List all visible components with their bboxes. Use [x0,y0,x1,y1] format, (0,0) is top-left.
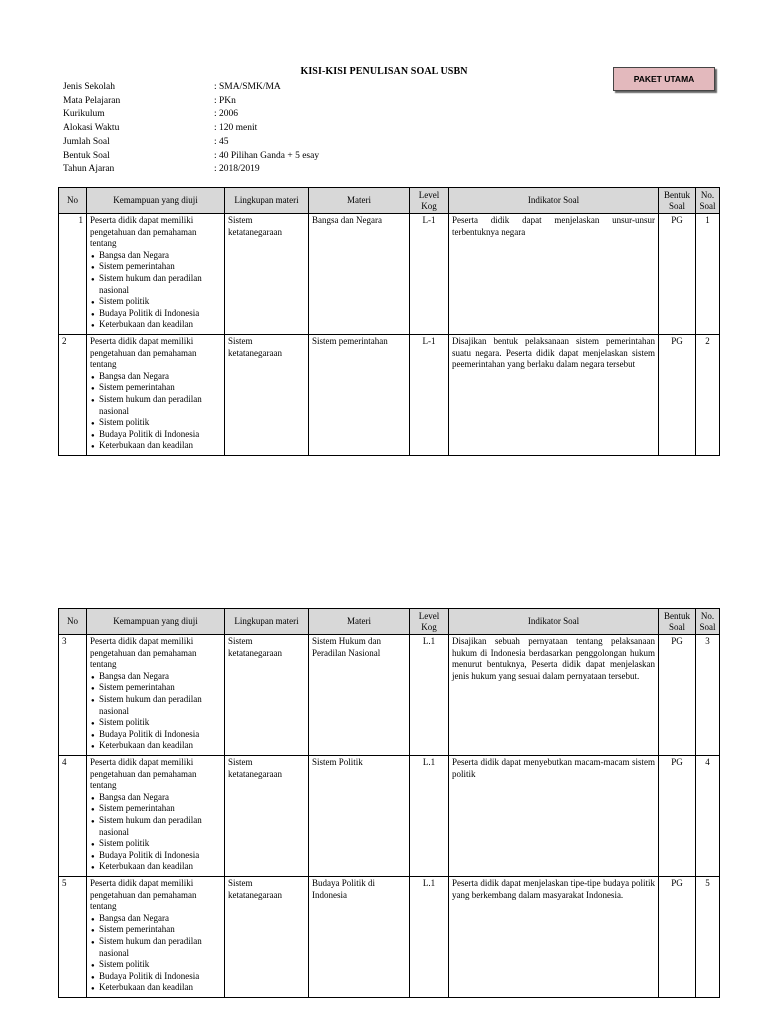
header-lingkup-text: Lingkupan materi [234,195,299,205]
header-materi-text: Materi [347,195,371,205]
kemampuan-item [91,849,221,862]
cell-lingkup: Sistem ketatanegaraan [225,335,309,456]
kemampuan-list [90,913,221,994]
kemampuan-item [91,428,221,441]
bullet-icon: ● [91,421,95,428]
header-materi [309,188,410,214]
cell-bentuk: PG [659,635,696,756]
kemampuan-intro: Peserta didik dapat memiliki pengetahuan dan pemahaman tentang [90,336,197,370]
cell-no-soal: 4 [696,756,720,877]
kemampuan-item [91,382,221,394]
header-materi [309,609,410,635]
kemampuan-item-text: Keterbukaan dan keadilan [99,982,193,993]
header-indikator-text: Indikator Soal [527,616,580,626]
cell-kemampuan [87,756,225,877]
kemampuan-item [91,728,221,741]
cell-bentuk: PG [659,214,696,335]
cell-no-soal: 1 [696,214,720,335]
cell-lingkup: Sistem ketatanegaraan [225,877,309,998]
bullet-icon: ● [91,686,95,693]
kemampuan-list [90,792,221,873]
kemampuan-item [91,693,221,717]
bullet-icon: ● [91,311,95,318]
header-bentuk-text: Soal [668,621,685,632]
kemampuan-item-text: Sistem hukum dan peradilan nasional [99,693,202,716]
cell-no: 5 [59,877,87,998]
kemampuan-item-text: Sistem pemerintahan [99,682,175,693]
cell-level: L.1 [410,877,449,998]
cell-indikator: Disajikan sebuah pernyataan tentang pelaksanaan hukum di Indonesia berdasarkan penggolongan hukum menurut bentuknya, Peserta didik dapat menjelaskan jenis hukum yang sesuai dalam pernyataan tersebut. [449,635,659,756]
header-lingkup [225,609,309,635]
header-lingkup-text: Lingkupan materi [234,616,299,626]
kemampuan-item-text: Budaya Politik di Indonesia [99,307,200,318]
kemampuan-item [91,417,221,429]
kisi-kisi-table-1 [58,187,720,456]
bullet-icon: ● [91,397,95,404]
meta-key: Jenis Sekolah [63,82,115,92]
kemampuan-list [90,250,221,331]
cell-materi: Sistem Hukum dan Peradilan Nasional [309,635,410,756]
kemampuan-item-text: Sistem politik [99,959,150,970]
header-materi-text: Materi [347,616,371,626]
bullet-icon: ● [91,444,95,451]
kemampuan-intro: Peserta didik dapat memiliki pengetahuan dan pemahaman tentang [90,878,197,912]
cell-indikator: Peserta didik dapat menjelaskan tipe-tipe budaya politik yang berkembang dalam masyarakat Indonesia. [449,877,659,998]
kemampuan-item-text: Sistem hukum dan peradilan nasional [99,393,202,416]
kemampuan-item [91,296,221,308]
bullet-icon: ● [91,276,95,283]
bullet-icon: ● [91,939,95,946]
cell-level: L-1 [410,214,449,335]
header-bentuk [659,609,696,635]
kemampuan-item [91,912,221,925]
kemampuan-item [91,393,221,417]
cell-indikator: Peserta didik dapat menjelaskan unsur-unsur terbentuknya negara [449,214,659,335]
meta-key: Kurikulum [63,109,105,120]
header-bentuk-text: Soal [668,200,685,211]
cell-lingkup: Sistem ketatanegaraan [225,214,309,335]
cell-materi: Sistem Politik [309,756,410,877]
meta-row [63,122,319,136]
meta-value: : PKn [214,95,236,106]
kemampuan-item [91,861,221,873]
kemampuan-item-text: Bangsa dan Negara [99,791,169,802]
header-bentuk-text: Bentuk [664,189,690,200]
kemampuan-item-text: Sistem politik [99,838,150,849]
meta-row [63,108,319,122]
bullet-icon: ● [91,744,95,751]
cell-no-soal: 3 [696,635,720,756]
kisi-kisi-table-2 [58,608,720,998]
header-level-text: Kog [421,200,437,211]
meta-value: : 120 menit [214,123,258,134]
bullet-icon: ● [91,253,95,260]
kemampuan-item-text: Sistem hukum dan peradilan nasional [99,935,202,958]
meta-row [63,163,319,177]
header-indikator-text: Indikator Soal [527,195,580,205]
kemampuan-item [91,924,221,936]
meta-key: Alokasi Waktu [63,123,120,134]
header-no [59,609,87,635]
paket-utama-badge: PAKET UTAMA [613,67,715,91]
cell-no-soal: 5 [696,877,720,998]
header-bentuk-text: Bentuk [664,610,690,621]
header-no-soal-text: No. [700,189,715,200]
table-header-row [59,188,720,214]
header-indikator [449,188,659,214]
kemampuan-item [91,982,221,994]
header-lingkup [225,188,309,214]
cell-no-soal: 2 [696,335,720,456]
cell-no: 2 [59,335,87,456]
bullet-icon: ● [91,807,95,814]
bullet-icon: ● [91,732,95,739]
meta-value: : 2006 [214,109,239,120]
bullet-icon: ● [91,818,95,825]
table-header-row [59,609,720,635]
cell-no: 1 [59,214,87,335]
table-row [59,756,720,877]
header-kemampuan-text: Kemampuan yang diuji [113,616,198,626]
cell-materi: Budaya Politik di Indonesia [309,877,410,998]
cell-lingkup: Sistem ketatanegaraan [225,756,309,877]
bullet-icon: ● [91,963,95,970]
header-level-text: Kog [421,621,437,632]
kemampuan-item-text: Budaya Politik di Indonesia [99,728,200,739]
bullet-icon: ● [91,853,95,860]
header-indikator [449,609,659,635]
header-no-text: No [67,195,78,205]
kemampuan-list [90,671,221,752]
cell-level: L-1 [410,335,449,456]
cell-indikator: Peserta didik dapat menyebutkan macam-macam sistem politik [449,756,659,877]
kemampuan-intro: Peserta didik dapat memiliki pengetahuan dan pemahaman tentang [90,215,197,249]
kemampuan-item [91,803,221,815]
kemampuan-item [91,307,221,320]
kemampuan-item [91,440,221,452]
kemampuan-item [91,272,221,296]
cell-bentuk: PG [659,877,696,998]
document-meta [63,81,319,177]
cell-materi: Sistem pemerintahan [309,335,410,456]
kemampuan-item [91,935,221,959]
cell-level: L.1 [410,635,449,756]
kemampuan-item [91,959,221,971]
kemampuan-item [91,970,221,983]
kemampuan-item-text: Bangsa dan Negara [99,670,169,681]
document-title: KISI-KISI PENULISAN SOAL USBN [300,66,468,77]
header-bentuk [659,188,696,214]
meta-key: Jumlah Soal [63,136,110,147]
cell-kemampuan [87,335,225,456]
kemampuan-item [91,370,221,383]
kemampuan-item [91,740,221,752]
meta-value: : 2018/2019 [214,164,260,175]
cell-bentuk: PG [659,756,696,877]
table-row [59,335,720,456]
bullet-icon: ● [91,721,95,728]
header-kemampuan [87,609,225,635]
meta-key: Tahun Ajaran [63,164,115,175]
kemampuan-item-text: Sistem politik [99,296,150,307]
bullet-icon: ● [91,842,95,849]
meta-value: : 45 [214,136,229,147]
bullet-icon: ● [91,386,95,393]
table-row [59,635,720,756]
kemampuan-list [90,371,221,452]
kemampuan-item-text: Keterbukaan dan keadilan [99,440,193,451]
kemampuan-item-text: Sistem pemerintahan [99,924,175,935]
bullet-icon: ● [91,697,95,704]
kemampuan-item-text: Keterbukaan dan keadilan [99,861,193,872]
kemampuan-item-text: Budaya Politik di Indonesia [99,849,200,860]
bullet-icon: ● [91,674,95,681]
bullet-icon: ● [91,986,95,993]
kemampuan-item-text: Sistem politik [99,417,150,428]
kemampuan-item-text: Sistem politik [99,717,150,728]
kemampuan-intro: Peserta didik dapat memiliki pengetahuan dan pemahaman tentang [90,757,197,791]
meta-row [63,150,319,164]
header-no-text: No [67,616,78,626]
kemampuan-item [91,791,221,804]
kemampuan-item-text: Sistem hukum dan peradilan nasional [99,814,202,837]
meta-row [63,95,319,109]
header-kemampuan-text: Kemampuan yang diuji [113,195,198,205]
bullet-icon: ● [91,432,95,439]
cell-kemampuan [87,877,225,998]
meta-value: : SMA/SMK/MA [214,82,281,92]
kemampuan-item-text: Sistem hukum dan peradilan nasional [99,272,202,295]
cell-indikator: Disajikan bentuk pelaksanaan sistem pemerintahan suatu negara. Peserta didik dapat menjelaskan sistem peemerintahan yang berlaku dalam negara tersebut [449,335,659,456]
kemampuan-item-text: Sistem pemerintahan [99,803,175,814]
header-no-soal-text: Soal [699,621,716,632]
kemampuan-item [91,670,221,683]
kemampuan-item-text: Budaya Politik di Indonesia [99,428,200,439]
header-level-text: Level [418,610,440,621]
kemampuan-item [91,682,221,694]
meta-key: Mata Pelajaran [63,95,121,106]
cell-level: L.1 [410,756,449,877]
kemampuan-item-text: Keterbukaan dan keadilan [99,740,193,751]
kemampuan-item-text: Bangsa dan Negara [99,249,169,260]
cell-materi: Bangsa dan Negara [309,214,410,335]
header-no-soal [696,609,720,635]
cell-lingkup: Sistem ketatanegaraan [225,635,309,756]
bullet-icon: ● [91,795,95,802]
kemampuan-item [91,814,221,838]
bullet-icon: ● [91,265,95,272]
kemampuan-item [91,319,221,331]
cell-no: 3 [59,635,87,756]
bullet-icon: ● [91,974,95,981]
bullet-icon: ● [91,865,95,872]
header-no-soal-text: No. [700,610,715,621]
cell-bentuk: PG [659,335,696,456]
bullet-icon: ● [91,300,95,307]
header-no-soal-text: Soal [699,200,716,211]
bullet-icon: ● [91,323,95,330]
kemampuan-item-text: Sistem pemerintahan [99,382,175,393]
meta-value: : 40 Pilihan Ganda + 5 esay [214,150,320,161]
meta-key: Bentuk Soal [63,150,110,161]
meta-row [63,136,319,150]
bullet-icon: ● [91,928,95,935]
header-no [59,188,87,214]
kemampuan-intro: Peserta didik dapat memiliki pengetahuan dan pemahaman tentang [90,636,197,670]
cell-kemampuan [87,635,225,756]
kemampuan-item-text: Budaya Politik di Indonesia [99,970,200,981]
table-row [59,877,720,998]
header-no-soal [696,188,720,214]
kemampuan-item [91,717,221,729]
header-level [410,188,449,214]
kemampuan-item-text: Sistem pemerintahan [99,261,175,272]
cell-kemampuan [87,214,225,335]
kemampuan-item-text: Bangsa dan Negara [99,912,169,923]
header-level-text: Level [418,189,440,200]
kemampuan-item [91,838,221,850]
bullet-icon: ● [91,916,95,923]
meta-row [63,81,319,95]
table-row [59,214,720,335]
bullet-icon: ● [91,374,95,381]
header-level [410,609,449,635]
kemampuan-item-text: Bangsa dan Negara [99,370,169,381]
kemampuan-item-text: Keterbukaan dan keadilan [99,319,193,330]
kemampuan-item [91,261,221,273]
header-kemampuan [87,188,225,214]
kemampuan-item [91,249,221,262]
cell-no: 4 [59,756,87,877]
